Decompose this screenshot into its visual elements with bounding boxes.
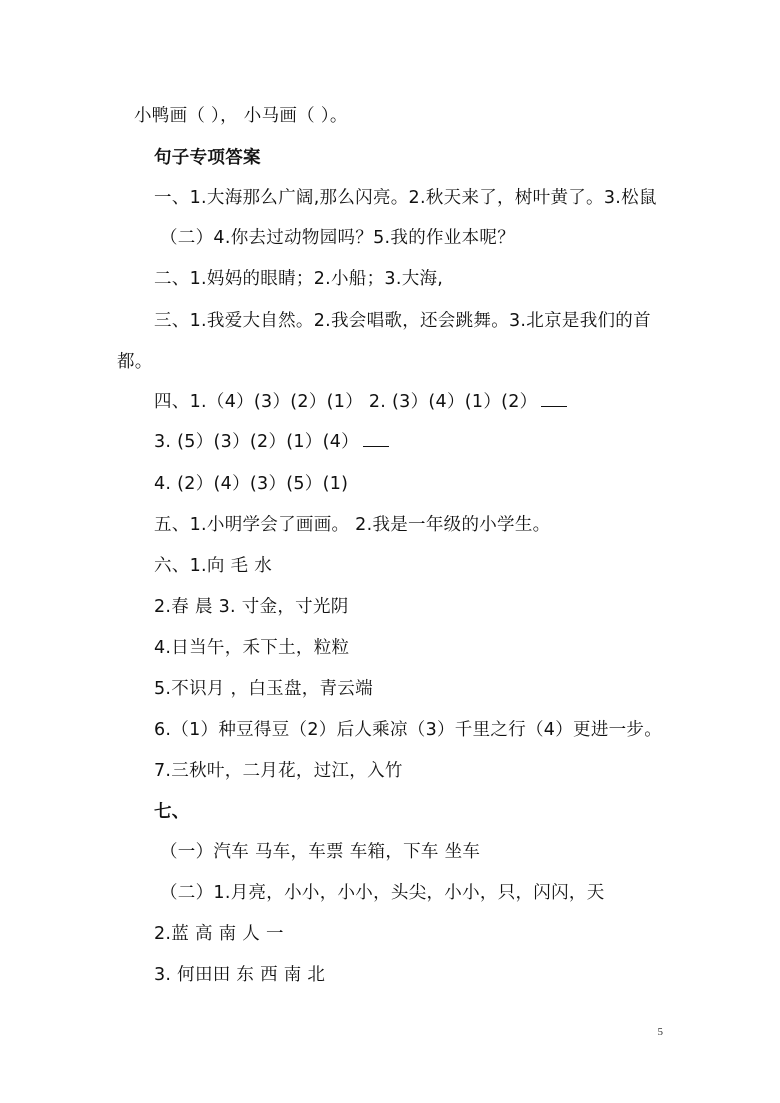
answer-line-4-cont: 都。 bbox=[117, 352, 153, 372]
answer-line-16: （二）1.月亮，小小，小小，头尖，小小，只，闪闪，天 bbox=[160, 883, 605, 903]
answer-line-18: 3. 何田田 东 西 南 北 bbox=[154, 965, 326, 985]
answer-line-14: 7.三秋叶，二月花，过江，入竹 bbox=[154, 761, 403, 781]
answer-line-12: 5.不识月 ，白玉盘，青云端 bbox=[154, 679, 373, 699]
answer-line-2: （二）4.你去过动物园吗？5.我的作业本呢？ bbox=[160, 228, 515, 248]
blank-underline bbox=[363, 432, 389, 447]
page-number: 5 bbox=[657, 1026, 663, 1038]
answer-line-9: 六、1.向 毛 水 bbox=[154, 556, 273, 576]
section-number-heading: 七、 bbox=[154, 802, 190, 822]
answer-line-6 bbox=[154, 430, 389, 454]
answer-line-17: 2.蓝 高 南 人 一 bbox=[154, 924, 284, 944]
answer-line-1: 一、1.大海那么广阔,那么闪亮。2.秋天来了，树叶黄了。3.松鼠 bbox=[154, 188, 657, 208]
answer-line-8: 五、1.小明学会了画画。 2.我是一年级的小学生。 bbox=[154, 515, 551, 535]
answer-line-11: 4.日当午，禾下土，粒粒 bbox=[154, 638, 350, 658]
answer-line-15: （一）汽车 马车，车票 车箱，下车 坐车 bbox=[160, 842, 481, 862]
answer-line-3: 二、1.妈妈的眼睛；2.小船；3.大海, bbox=[154, 269, 444, 289]
section-heading: 句子专项答案 bbox=[154, 148, 261, 168]
blank-underline bbox=[541, 392, 567, 407]
answer-line-10: 2.春 晨 3. 寸金，寸光阴 bbox=[154, 597, 349, 617]
answer-line-4: 三、1.我爱大自然。2.我会唱歌，还会跳舞。3.北京是我们的首 bbox=[154, 311, 651, 331]
answer-line-13: 6.（1）种豆得豆（2）后人乘凉（3）千里之行（4）更进一步。 bbox=[154, 720, 663, 740]
line-fill-blank: 小鸭画（ ）， 小马画（ ）。 bbox=[134, 106, 348, 126]
answer-line-5 bbox=[154, 390, 567, 414]
answer-text: 3. (5）(3）(2）(1）(4） bbox=[154, 432, 359, 452]
answer-line-7: 4. (2）(4）(3）(5）(1) bbox=[154, 474, 349, 494]
answer-text: 四、1.（4）(3）(2）(1） 2. (3）(4）(1）(2） bbox=[154, 392, 538, 412]
